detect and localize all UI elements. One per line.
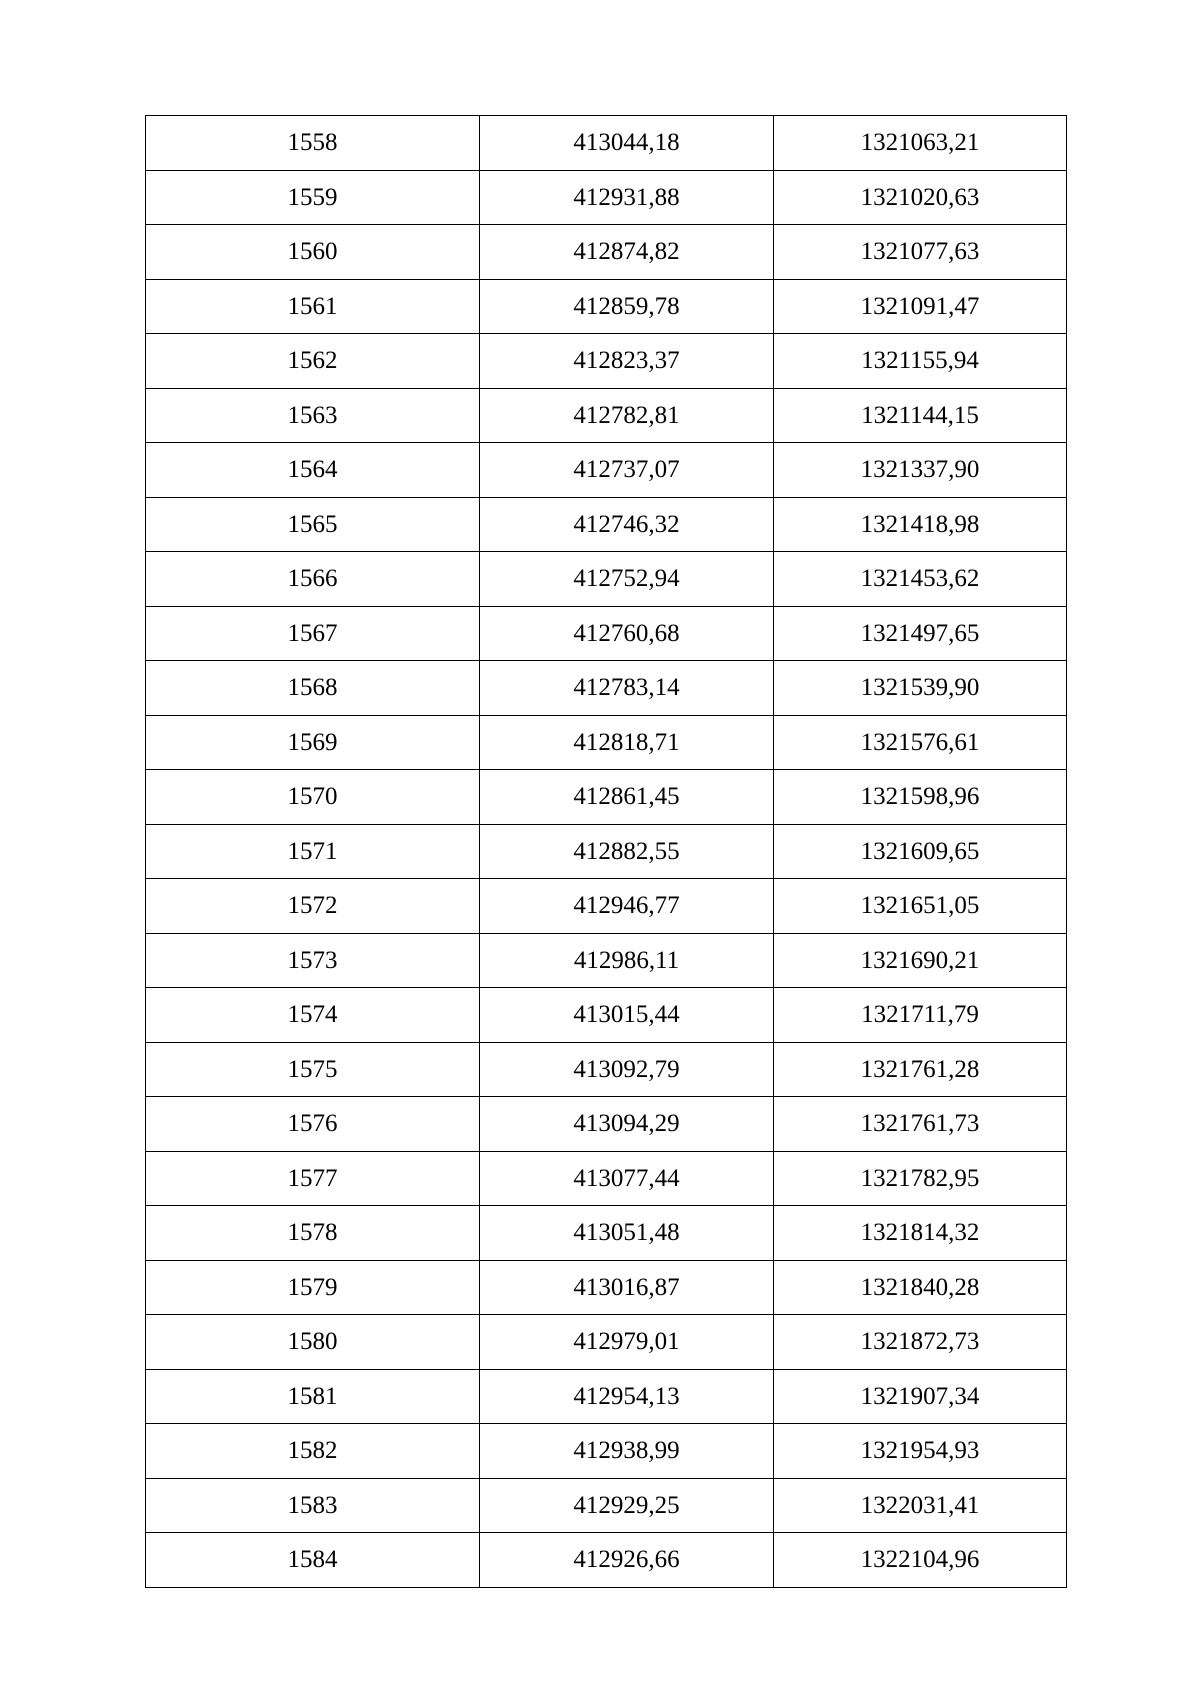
y-coordinate-cell: 1321651,05 (774, 879, 1067, 934)
x-coordinate-cell: 413016,87 (480, 1260, 774, 1315)
y-coordinate-cell: 1321598,96 (774, 770, 1067, 825)
point-number-cell: 1563 (146, 388, 480, 443)
point-number-cell: 1577 (146, 1151, 480, 1206)
table-row (146, 1151, 1067, 1206)
y-coordinate-cell: 1321576,61 (774, 715, 1067, 770)
y-coordinate-cell: 1321418,98 (774, 497, 1067, 552)
table-row (146, 170, 1067, 225)
x-coordinate-cell: 412760,68 (480, 606, 774, 661)
x-coordinate-cell: 412926,66 (480, 1533, 774, 1588)
table-row (146, 988, 1067, 1043)
table-row (146, 334, 1067, 389)
table-row (146, 933, 1067, 988)
y-coordinate-cell: 1321907,34 (774, 1369, 1067, 1424)
point-number-cell: 1564 (146, 443, 480, 498)
y-coordinate-cell: 1321077,63 (774, 225, 1067, 280)
point-number-cell: 1580 (146, 1315, 480, 1370)
y-coordinate-cell: 1321453,62 (774, 552, 1067, 607)
y-coordinate-cell: 1321872,73 (774, 1315, 1067, 1370)
table-row (146, 1424, 1067, 1479)
table-row (146, 879, 1067, 934)
table-row (146, 1260, 1067, 1315)
x-coordinate-cell: 412929,25 (480, 1478, 774, 1533)
x-coordinate-cell: 412954,13 (480, 1369, 774, 1424)
point-number-cell: 1576 (146, 1097, 480, 1152)
point-number-cell: 1558 (146, 116, 480, 171)
y-coordinate-cell: 1321497,65 (774, 606, 1067, 661)
table-row (146, 443, 1067, 498)
x-coordinate-cell: 412931,88 (480, 170, 774, 225)
y-coordinate-cell: 1321020,63 (774, 170, 1067, 225)
table-row (146, 1206, 1067, 1261)
x-coordinate-cell: 412986,11 (480, 933, 774, 988)
table-row (146, 116, 1067, 171)
y-coordinate-cell: 1321063,21 (774, 116, 1067, 171)
x-coordinate-cell: 413044,18 (480, 116, 774, 171)
table-row (146, 225, 1067, 280)
coordinates-table-body (146, 116, 1067, 1588)
point-number-cell: 1567 (146, 606, 480, 661)
table-row (146, 661, 1067, 716)
point-number-cell: 1561 (146, 279, 480, 334)
y-coordinate-cell: 1321609,65 (774, 824, 1067, 879)
x-coordinate-cell: 412782,81 (480, 388, 774, 443)
table-row (146, 552, 1067, 607)
table-row (146, 606, 1067, 661)
y-coordinate-cell: 1321761,73 (774, 1097, 1067, 1152)
table-row (146, 770, 1067, 825)
x-coordinate-cell: 413015,44 (480, 988, 774, 1043)
table-row (146, 1042, 1067, 1097)
table-row (146, 824, 1067, 879)
point-number-cell: 1584 (146, 1533, 480, 1588)
table-row (146, 1097, 1067, 1152)
point-number-cell: 1583 (146, 1478, 480, 1533)
point-number-cell: 1571 (146, 824, 480, 879)
point-number-cell: 1569 (146, 715, 480, 770)
y-coordinate-cell: 1322031,41 (774, 1478, 1067, 1533)
y-coordinate-cell: 1321840,28 (774, 1260, 1067, 1315)
y-coordinate-cell: 1322104,96 (774, 1533, 1067, 1588)
point-number-cell: 1582 (146, 1424, 480, 1479)
point-number-cell: 1579 (146, 1260, 480, 1315)
point-number-cell: 1565 (146, 497, 480, 552)
y-coordinate-cell: 1321144,15 (774, 388, 1067, 443)
table-row (146, 1533, 1067, 1588)
point-number-cell: 1575 (146, 1042, 480, 1097)
point-number-cell: 1566 (146, 552, 480, 607)
x-coordinate-cell: 412783,14 (480, 661, 774, 716)
x-coordinate-cell: 412818,71 (480, 715, 774, 770)
x-coordinate-cell: 412874,82 (480, 225, 774, 280)
x-coordinate-cell: 413094,29 (480, 1097, 774, 1152)
table-row (146, 1315, 1067, 1370)
point-number-cell: 1572 (146, 879, 480, 934)
point-number-cell: 1574 (146, 988, 480, 1043)
y-coordinate-cell: 1321954,93 (774, 1424, 1067, 1479)
x-coordinate-cell: 412746,32 (480, 497, 774, 552)
x-coordinate-cell: 412859,78 (480, 279, 774, 334)
point-number-cell: 1559 (146, 170, 480, 225)
x-coordinate-cell: 413051,48 (480, 1206, 774, 1261)
y-coordinate-cell: 1321155,94 (774, 334, 1067, 389)
x-coordinate-cell: 412737,07 (480, 443, 774, 498)
point-number-cell: 1573 (146, 933, 480, 988)
x-coordinate-cell: 412861,45 (480, 770, 774, 825)
point-number-cell: 1568 (146, 661, 480, 716)
x-coordinate-cell: 412752,94 (480, 552, 774, 607)
point-number-cell: 1578 (146, 1206, 480, 1261)
y-coordinate-cell: 1321711,79 (774, 988, 1067, 1043)
table-row (146, 388, 1067, 443)
point-number-cell: 1562 (146, 334, 480, 389)
point-number-cell: 1581 (146, 1369, 480, 1424)
x-coordinate-cell: 412823,37 (480, 334, 774, 389)
table-row (146, 1369, 1067, 1424)
x-coordinate-cell: 412938,99 (480, 1424, 774, 1479)
y-coordinate-cell: 1321091,47 (774, 279, 1067, 334)
x-coordinate-cell: 412979,01 (480, 1315, 774, 1370)
table-row (146, 715, 1067, 770)
y-coordinate-cell: 1321782,95 (774, 1151, 1067, 1206)
table-row (146, 497, 1067, 552)
table-row (146, 1478, 1067, 1533)
x-coordinate-cell: 412946,77 (480, 879, 774, 934)
point-number-cell: 1570 (146, 770, 480, 825)
x-coordinate-cell: 413092,79 (480, 1042, 774, 1097)
x-coordinate-cell: 412882,55 (480, 824, 774, 879)
x-coordinate-cell: 413077,44 (480, 1151, 774, 1206)
coordinates-table (145, 115, 1067, 1588)
y-coordinate-cell: 1321337,90 (774, 443, 1067, 498)
y-coordinate-cell: 1321539,90 (774, 661, 1067, 716)
table-row (146, 279, 1067, 334)
point-number-cell: 1560 (146, 225, 480, 280)
y-coordinate-cell: 1321690,21 (774, 933, 1067, 988)
y-coordinate-cell: 1321761,28 (774, 1042, 1067, 1097)
y-coordinate-cell: 1321814,32 (774, 1206, 1067, 1261)
